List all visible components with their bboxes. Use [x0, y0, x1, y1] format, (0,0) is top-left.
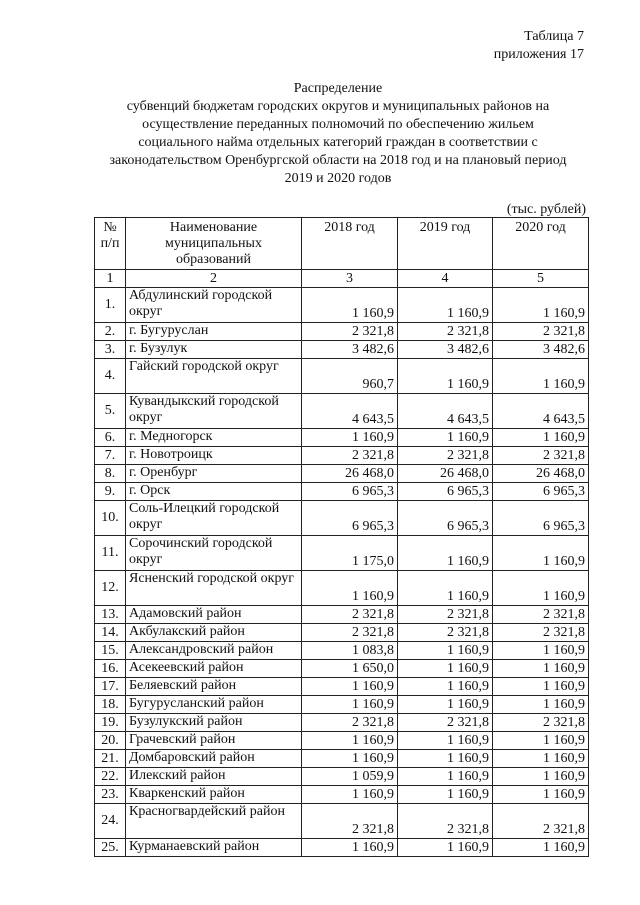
value-2018: 6 965,3 [302, 483, 398, 501]
table-row [95, 501, 589, 536]
value-2019: 1 160,9 [398, 786, 493, 804]
value-2018: 2 321,8 [302, 624, 398, 642]
value-2020: 1 160,9 [493, 678, 589, 696]
municipality-name: Красногвардейский район [126, 804, 302, 839]
row-number: 7. [95, 447, 126, 465]
value-2020: 1 160,9 [493, 839, 589, 857]
value-2020: 6 965,3 [493, 483, 589, 501]
table-row [95, 678, 589, 696]
header-number: № п/п [95, 218, 126, 270]
value-2019: 1 160,9 [398, 696, 493, 714]
municipality-name: Курманаевский район [126, 839, 302, 857]
municipality-name: Абдулинский городской округ [126, 288, 302, 323]
value-2018: 1 160,9 [302, 786, 398, 804]
title-line: субвенций бюджетам городских округов и муниципальных районов на [126, 99, 550, 114]
row-number: 10. [95, 501, 126, 536]
value-2020: 1 160,9 [493, 696, 589, 714]
value-2018: 6 965,3 [302, 501, 398, 536]
title-line: 2019 и 2020 годов [284, 171, 392, 186]
column-index: 5 [493, 270, 589, 288]
municipality-name: г. Медногорск [126, 429, 302, 447]
value-2019: 4 643,5 [398, 394, 493, 429]
value-2020: 26 468,0 [493, 465, 589, 483]
value-2018: 2 321,8 [302, 323, 398, 341]
value-2018: 1 650,0 [302, 660, 398, 678]
table-reference [494, 28, 584, 64]
title-line: Распределение [293, 81, 383, 96]
table-row [95, 768, 589, 786]
value-2020: 1 160,9 [493, 536, 589, 571]
municipality-name: Кувандыкский городской округ [126, 394, 302, 429]
table-row [95, 323, 589, 341]
table-row [95, 786, 589, 804]
value-2018: 1 160,9 [302, 678, 398, 696]
value-2018: 1 160,9 [302, 732, 398, 750]
table-row [95, 571, 589, 606]
table-row [95, 839, 589, 857]
table-row [95, 341, 589, 359]
municipality-name: Асекеевский район [126, 660, 302, 678]
row-number: 17. [95, 678, 126, 696]
value-2019: 1 160,9 [398, 642, 493, 660]
value-2019: 3 482,6 [398, 341, 493, 359]
column-index: 4 [398, 270, 493, 288]
table-row [95, 732, 589, 750]
value-2019: 26 468,0 [398, 465, 493, 483]
municipality-name: Адамовский район [126, 606, 302, 624]
row-number: 19. [95, 714, 126, 732]
value-2020: 2 321,8 [493, 323, 589, 341]
municipality-name: Соль-Илецкий городской округ [126, 501, 302, 536]
table-row [95, 714, 589, 732]
municipality-name: Гайский городской округ [126, 359, 302, 394]
table-number: Таблица 7 [524, 29, 584, 44]
value-2018: 1 160,9 [302, 429, 398, 447]
municipality-name: г. Орск [126, 483, 302, 501]
value-2018: 4 643,5 [302, 394, 398, 429]
value-2020: 1 160,9 [493, 660, 589, 678]
table-row [95, 696, 589, 714]
title-line: законодательством Оренбургской области на 2018 год и на плановый период [109, 153, 567, 168]
value-2018: 3 482,6 [302, 341, 398, 359]
row-number: 15. [95, 642, 126, 660]
value-2018: 26 468,0 [302, 465, 398, 483]
row-number: 22. [95, 768, 126, 786]
municipality-name: Беляевский район [126, 678, 302, 696]
row-number: 20. [95, 732, 126, 750]
value-2019: 6 965,3 [398, 483, 493, 501]
value-2019: 1 160,9 [398, 536, 493, 571]
row-number: 24. [95, 804, 126, 839]
row-number: 21. [95, 750, 126, 768]
header-name: Наименование муниципальных образований [126, 218, 302, 270]
value-2019: 2 321,8 [398, 447, 493, 465]
value-2020: 2 321,8 [493, 447, 589, 465]
value-2019: 1 160,9 [398, 768, 493, 786]
value-2020: 2 321,8 [493, 804, 589, 839]
value-2018: 1 160,9 [302, 839, 398, 857]
municipality-name: Домбаровский район [126, 750, 302, 768]
value-2018: 1 175,0 [302, 536, 398, 571]
table-row [95, 660, 589, 678]
municipality-name: Сорочинский городской округ [126, 536, 302, 571]
value-2020: 2 321,8 [493, 714, 589, 732]
row-number: 16. [95, 660, 126, 678]
header-2018: 2018 год [302, 218, 398, 270]
row-number: 12. [95, 571, 126, 606]
table-row [95, 536, 589, 571]
value-2018: 960,7 [302, 359, 398, 394]
value-2018: 2 321,8 [302, 714, 398, 732]
value-2019: 2 321,8 [398, 606, 493, 624]
municipality-name: г. Оренбург [126, 465, 302, 483]
table-row [95, 624, 589, 642]
header-2019: 2019 год [398, 218, 493, 270]
municipality-name: Грачевский район [126, 732, 302, 750]
value-2019: 2 321,8 [398, 714, 493, 732]
row-number: 1. [95, 288, 126, 323]
column-index: 3 [302, 270, 398, 288]
column-index-row [95, 270, 589, 288]
value-2018: 2 321,8 [302, 447, 398, 465]
value-2019: 1 160,9 [398, 678, 493, 696]
value-2019: 1 160,9 [398, 732, 493, 750]
row-number: 18. [95, 696, 126, 714]
row-number: 2. [95, 323, 126, 341]
value-2020: 2 321,8 [493, 606, 589, 624]
value-2020: 1 160,9 [493, 571, 589, 606]
document-title [84, 80, 592, 188]
table-row [95, 359, 589, 394]
row-number: 6. [95, 429, 126, 447]
table-row [95, 483, 589, 501]
units-note: (тыс. рублей) [506, 202, 586, 217]
value-2020: 1 160,9 [493, 786, 589, 804]
table-row [95, 394, 589, 429]
distribution-table [94, 217, 589, 857]
value-2019: 1 160,9 [398, 429, 493, 447]
title-line: осуществление переданных полномочий по обеспечению жильем [142, 117, 534, 132]
table-row [95, 447, 589, 465]
table-row [95, 642, 589, 660]
value-2018: 1 160,9 [302, 571, 398, 606]
municipality-name: Александровский район [126, 642, 302, 660]
value-2020: 1 160,9 [493, 288, 589, 323]
value-2020: 1 160,9 [493, 642, 589, 660]
value-2019: 1 160,9 [398, 660, 493, 678]
table-row [95, 606, 589, 624]
value-2019: 1 160,9 [398, 571, 493, 606]
value-2020: 1 160,9 [493, 768, 589, 786]
appendix-number: приложения 17 [493, 47, 584, 62]
value-2019: 1 160,9 [398, 750, 493, 768]
value-2020: 2 321,8 [493, 624, 589, 642]
value-2019: 1 160,9 [398, 288, 493, 323]
table-row [95, 750, 589, 768]
table-row [95, 288, 589, 323]
table-header-row [95, 218, 589, 270]
row-number: 13. [95, 606, 126, 624]
column-index: 1 [95, 270, 126, 288]
municipality-name: г. Бузулук [126, 341, 302, 359]
column-index: 2 [126, 270, 302, 288]
row-number: 14. [95, 624, 126, 642]
row-number: 3. [95, 341, 126, 359]
title-line: социального найма отдельных категорий граждан в соответствии с [138, 135, 538, 150]
value-2020: 4 643,5 [493, 394, 589, 429]
municipality-name: Бузулукский район [126, 714, 302, 732]
row-number: 23. [95, 786, 126, 804]
table-row [95, 465, 589, 483]
municipality-name: г. Бугуруслан [126, 323, 302, 341]
municipality-name: Ясненский городской округ [126, 571, 302, 606]
value-2018: 1 160,9 [302, 750, 398, 768]
table-body [95, 288, 589, 857]
row-number: 8. [95, 465, 126, 483]
municipality-name: Акбулакский район [126, 624, 302, 642]
row-number: 25. [95, 839, 126, 857]
row-number: 9. [95, 483, 126, 501]
value-2019: 2 321,8 [398, 804, 493, 839]
value-2020: 1 160,9 [493, 429, 589, 447]
value-2020: 3 482,6 [493, 341, 589, 359]
value-2018: 2 321,8 [302, 804, 398, 839]
municipality-name: Бугурусланский район [126, 696, 302, 714]
value-2018: 1 160,9 [302, 696, 398, 714]
row-number: 11. [95, 536, 126, 571]
value-2019: 2 321,8 [398, 323, 493, 341]
table-row [95, 804, 589, 839]
value-2019: 1 160,9 [398, 839, 493, 857]
row-number: 4. [95, 359, 126, 394]
table-row [95, 429, 589, 447]
value-2019: 2 321,8 [398, 624, 493, 642]
value-2019: 6 965,3 [398, 501, 493, 536]
value-2020: 6 965,3 [493, 501, 589, 536]
value-2020: 1 160,9 [493, 732, 589, 750]
value-2018: 2 321,8 [302, 606, 398, 624]
value-2018: 1 083,8 [302, 642, 398, 660]
value-2019: 1 160,9 [398, 359, 493, 394]
value-2018: 1 059,9 [302, 768, 398, 786]
municipality-name: г. Новотроицк [126, 447, 302, 465]
header-2020: 2020 год [493, 218, 589, 270]
value-2020: 1 160,9 [493, 359, 589, 394]
value-2020: 1 160,9 [493, 750, 589, 768]
value-2018: 1 160,9 [302, 288, 398, 323]
municipality-name: Кваркенский район [126, 786, 302, 804]
municipality-name: Илекский район [126, 768, 302, 786]
row-number: 5. [95, 394, 126, 429]
